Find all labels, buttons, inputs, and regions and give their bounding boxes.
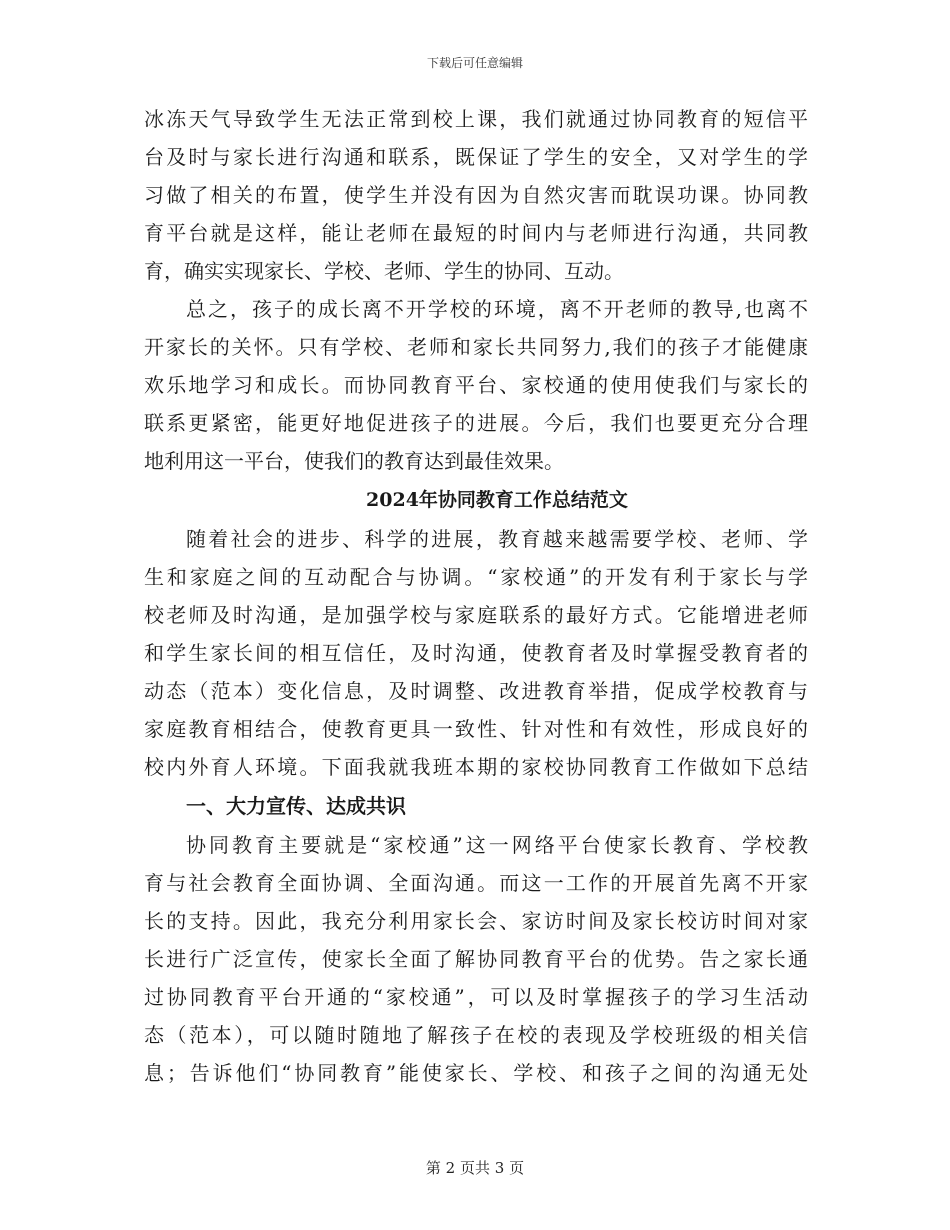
page-footer: 第 2 页共 3 页 [425, 1159, 525, 1177]
text-line: 地利用这一平台，使我们的教育达到最佳效果。 [144, 449, 564, 473]
document-body [144, 100, 808, 1092]
text-line: 育，确实实现家长、学校、老师、学生的协同、互动。 [144, 259, 624, 283]
text-line: 家庭教育相结合，使教育更具一致性、针对性和有效性，形成良好的 [144, 717, 808, 741]
text-line: 随着社会的进步、科学的进展，教育越来越需要学校、老师、学 [186, 527, 808, 551]
text-line: 息；告诉他们“协同教育”能使家长、学校、和孩子之间的沟通无处 [144, 1061, 808, 1085]
section-heading: 一、大力宣传、达成共识 [186, 794, 406, 818]
text-line: 育与社会教育全面协调、全面沟通。而这一工作的开展首先离不开家 [144, 871, 808, 895]
text-line: 校内外育人环境。下面我就我班本期的家校协同教育工作做如下总结 [144, 755, 808, 779]
text-line: 长进行广泛宣传，使家长全面了解协同教育平台的优势。告之家长通 [144, 947, 808, 971]
paragraph-3 [144, 520, 808, 786]
text-line: 习做了相关的布置，使学生并没有因为自然灾害而耽误功课。协同教 [144, 183, 808, 207]
text-line: 冰冻天气导致学生无法正常到校上课，我们就通过协同教育的短信平 [144, 107, 808, 131]
text-line: 态（范本），可以随时随地了解孩子在校的表现及学校班级的相关信 [144, 1023, 808, 1047]
text-line: 生和家庭之间的互动配合与协调。“家校通”的开发有利于家长与学 [144, 565, 808, 589]
paragraph-2 [144, 290, 808, 480]
document-title: 2024年协同教育工作总结范文 [366, 489, 628, 511]
text-line: 和学生家长间的相互信任，及时沟通，使教育者及时掌握受教育者的 [144, 641, 808, 665]
paragraph-1 [144, 100, 808, 290]
text-line: 动态（范本）变化信息，及时调整、改进教育举措，促成学校教育与 [144, 679, 808, 703]
text-line: 协同教育主要就是“家校通”这一网络平台使家长教育、学校教 [186, 833, 808, 857]
text-line: 台及时与家长进行沟通和联系，既保证了学生的安全，又对学生的学 [144, 145, 808, 169]
text-line: 校老师及时沟通，是加强学校与家庭联系的最好方式。它能增进老师 [144, 603, 808, 627]
text-line: 联系更紧密，能更好地促进孩子的进展。今后，我们也要更充分合理 [144, 411, 808, 435]
text-line: 长的支持。因此，我充分利用家长会、家访时间及家长校访时间对家 [144, 909, 808, 933]
text-line: 总之，孩子的成长离不开学校的环境，离不开老师的教导,也离不 [186, 297, 808, 321]
text-line: 过协同教育平台开通的“家校通”，可以及时掌握孩子的学习生活动 [144, 985, 808, 1009]
text-line: 开家长的关怀。只有学校、老师和家长共同努力,我们的孩子才能健康 [144, 335, 808, 359]
paragraph-4 [144, 826, 808, 1092]
text-line: 欢乐地学习和成长。而协同教育平台、家校通的使用使我们与家长的 [144, 373, 808, 397]
page-header: 下载后可任意编辑 [426, 56, 523, 70]
text-line: 育平台就是这样，能让老师在最短的时间内与老师进行沟通，共同教 [144, 221, 808, 245]
